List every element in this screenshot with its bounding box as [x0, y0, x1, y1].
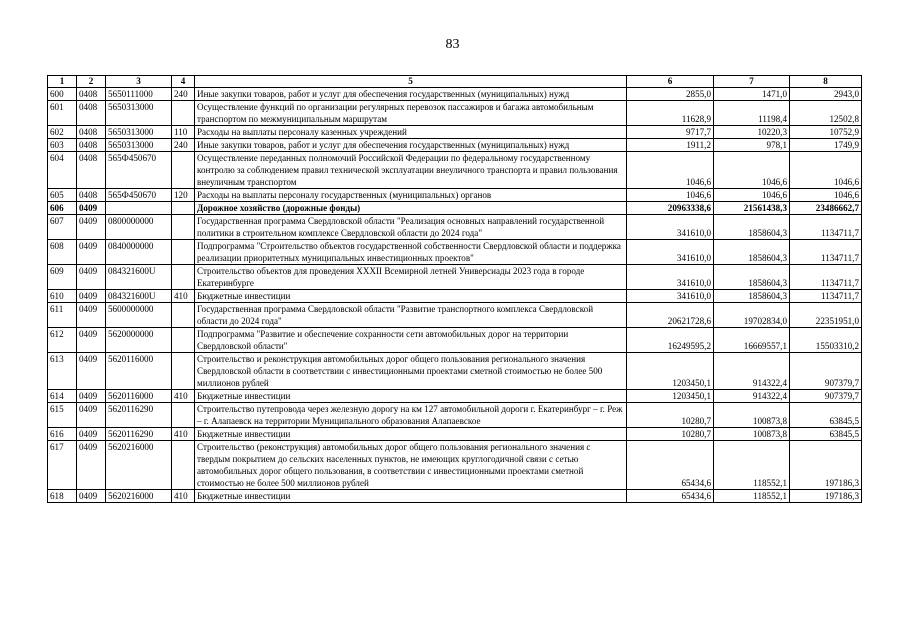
expense-type-cell: [172, 101, 195, 126]
amount-year1-cell: 20963338,6: [627, 202, 714, 215]
amount-year3-cell: 1134711,7: [790, 265, 862, 290]
item-name-cell: Подпрограмма "Развитие и обеспечение сохранности сети автомобильных дорог на территории Свердловской области": [195, 328, 627, 353]
amount-year1-cell: 20621728,6: [627, 303, 714, 328]
item-name-cell: Иные закупки товаров, работ и услуг для обеспечения государственных (муниципальных) нужд: [195, 88, 627, 101]
table-row: [48, 202, 862, 215]
row-number-cell: 606: [48, 202, 77, 215]
section-code-cell: 0409: [77, 490, 106, 503]
amount-year2-cell: 1858604,3: [714, 290, 790, 303]
table-row: [48, 353, 862, 390]
target-article-cell: 5650313000: [106, 126, 172, 139]
amount-year1-cell: 65434,6: [627, 490, 714, 503]
column-header: 6: [627, 76, 714, 88]
expense-type-cell: [172, 202, 195, 215]
table-row: [48, 428, 862, 441]
target-article-cell: 5650111000: [106, 88, 172, 101]
table-row: [48, 490, 862, 503]
row-number-cell: 604: [48, 152, 77, 189]
amount-year1-cell: 341610,0: [627, 240, 714, 265]
target-article-cell: 5650313000: [106, 101, 172, 126]
amount-year3-cell: 63845,5: [790, 403, 862, 428]
expense-type-cell: 410: [172, 290, 195, 303]
table-row: [48, 403, 862, 428]
section-code-cell: 0408: [77, 88, 106, 101]
expense-type-cell: 240: [172, 139, 195, 152]
expense-type-cell: [172, 303, 195, 328]
amount-year1-cell: 1203450,1: [627, 353, 714, 390]
amount-year3-cell: 1749,9: [790, 139, 862, 152]
section-code-cell: 0409: [77, 390, 106, 403]
amount-year3-cell: 1134711,7: [790, 240, 862, 265]
expense-type-cell: 410: [172, 490, 195, 503]
section-code-cell: 0409: [77, 441, 106, 490]
amount-year1-cell: 65434,6: [627, 441, 714, 490]
section-code-cell: 0409: [77, 290, 106, 303]
amount-year3-cell: 197186,3: [790, 441, 862, 490]
target-article-cell: 5650313000: [106, 139, 172, 152]
expense-type-cell: [172, 152, 195, 189]
amount-year3-cell: 197186,3: [790, 490, 862, 503]
section-code-cell: 0409: [77, 403, 106, 428]
expense-type-cell: [172, 240, 195, 265]
amount-year3-cell: 22351951,0: [790, 303, 862, 328]
item-name-cell: Расходы на выплаты персоналу казенных учреждений: [195, 126, 627, 139]
column-header: 2: [77, 76, 106, 88]
header-row: [48, 76, 862, 88]
section-code-cell: 0409: [77, 240, 106, 265]
amount-year3-cell: 63845,5: [790, 428, 862, 441]
target-article-cell: 5620216000: [106, 441, 172, 490]
target-article-cell: 565Ф450670: [106, 152, 172, 189]
table-row: [48, 139, 862, 152]
amount-year2-cell: 19702834,0: [714, 303, 790, 328]
column-header: 4: [172, 76, 195, 88]
item-name-cell: Подпрограмма "Строительство объектов государственной собственности Свердловской области и поддержка реализации приоритетных муниципальных инвестиционных проектов": [195, 240, 627, 265]
item-name-cell: Иные закупки товаров, работ и услуг для обеспечения государственных (муниципальных) нужд: [195, 139, 627, 152]
section-code-cell: 0409: [77, 265, 106, 290]
expense-type-cell: [172, 215, 195, 240]
table-row: [48, 390, 862, 403]
budget-table: [47, 75, 862, 503]
item-name-cell: Строительство (реконструкция) автомобильных дорог общего пользования регионального значения с твердым покрытием до сельских населенных пунктов, не имеющих круглогодичной связи с сетью автомобильных дорог общего пользования, в соответствии с инвестиционными проектами сметной стоимостью не более 500 миллионов рублей: [195, 441, 627, 490]
target-article-cell: 5620116000: [106, 390, 172, 403]
expense-type-cell: [172, 328, 195, 353]
item-name-cell: Строительство и реконструкция автомобильных дорог общего пользования регионального значения Свердловской области в соответствии с инвестиционными проектами сметной стоимостью не более 500 миллионов рублей: [195, 353, 627, 390]
amount-year2-cell: 10220,3: [714, 126, 790, 139]
amount-year1-cell: 16249595,2: [627, 328, 714, 353]
amount-year3-cell: 907379,7: [790, 390, 862, 403]
amount-year1-cell: 341610,0: [627, 215, 714, 240]
amount-year3-cell: 907379,7: [790, 353, 862, 390]
amount-year2-cell: 16669557,1: [714, 328, 790, 353]
expense-type-cell: 410: [172, 390, 195, 403]
amount-year3-cell: 2943,0: [790, 88, 862, 101]
amount-year1-cell: 11628,9: [627, 101, 714, 126]
amount-year3-cell: 1046,6: [790, 189, 862, 202]
amount-year1-cell: 2855,0: [627, 88, 714, 101]
target-article-cell: 084321600U: [106, 265, 172, 290]
row-number-cell: 618: [48, 490, 77, 503]
section-code-cell: 0408: [77, 101, 106, 126]
row-number-cell: 616: [48, 428, 77, 441]
amount-year1-cell: 10280,7: [627, 428, 714, 441]
row-number-cell: 609: [48, 265, 77, 290]
amount-year2-cell: 1046,6: [714, 189, 790, 202]
column-header: 7: [714, 76, 790, 88]
amount-year1-cell: 1911,2: [627, 139, 714, 152]
amount-year2-cell: 978,1: [714, 139, 790, 152]
target-article-cell: 084321600U: [106, 290, 172, 303]
amount-year3-cell: 15503310,2: [790, 328, 862, 353]
amount-year1-cell: 10280,7: [627, 403, 714, 428]
expense-type-cell: 110: [172, 126, 195, 139]
amount-year1-cell: 1203450,1: [627, 390, 714, 403]
amount-year2-cell: 100873,8: [714, 428, 790, 441]
item-name-cell: Государственная программа Свердловской области "Развитие транспортного комплекса Свердловской области до 2024 года": [195, 303, 627, 328]
amount-year3-cell: 23486662,7: [790, 202, 862, 215]
item-name-cell: Осуществление функций по организации регулярных перевозок пассажиров и багажа автомобильным транспортом по межмуниципальным маршрутам: [195, 101, 627, 126]
section-code-cell: 0409: [77, 353, 106, 390]
amount-year1-cell: 341610,0: [627, 265, 714, 290]
amount-year1-cell: 9717,7: [627, 126, 714, 139]
amount-year2-cell: 118552,1: [714, 441, 790, 490]
item-name-cell: Бюджетные инвестиции: [195, 390, 627, 403]
row-number-cell: 602: [48, 126, 77, 139]
target-article-cell: 5620216000: [106, 490, 172, 503]
amount-year2-cell: 1471,0: [714, 88, 790, 101]
column-header: 1: [48, 76, 77, 88]
row-number-cell: 605: [48, 189, 77, 202]
item-name-cell: Осуществление переданных полномочий Российской Федерации по федеральному государственному контролю за соблюдением правил технической эксплуатации внеуличного транспорта и правил пользования внеуличным транспортом: [195, 152, 627, 189]
item-name-cell: Расходы на выплаты персоналу государственных (муниципальных) органов: [195, 189, 627, 202]
amount-year3-cell: 1134711,7: [790, 290, 862, 303]
target-article-cell: 0840000000: [106, 240, 172, 265]
column-header: 3: [106, 76, 172, 88]
table-row: [48, 152, 862, 189]
target-article-cell: 5620000000: [106, 328, 172, 353]
target-article-cell: 565Ф450670: [106, 189, 172, 202]
table-row: [48, 240, 862, 265]
section-code-cell: 0409: [77, 428, 106, 441]
table-row: [48, 88, 862, 101]
amount-year2-cell: 11198,4: [714, 101, 790, 126]
target-article-cell: 5620116000: [106, 353, 172, 390]
table-row: [48, 265, 862, 290]
table-row: [48, 303, 862, 328]
row-number-cell: 601: [48, 101, 77, 126]
section-code-cell: 0408: [77, 189, 106, 202]
row-number-cell: 608: [48, 240, 77, 265]
expense-type-cell: 410: [172, 428, 195, 441]
table-row: [48, 441, 862, 490]
expense-type-cell: 240: [172, 88, 195, 101]
row-number-cell: 613: [48, 353, 77, 390]
table-row: [48, 189, 862, 202]
target-article-cell: 5620116290: [106, 403, 172, 428]
item-name-cell: Строительство путепровода через железную дорогу на км 127 автомобильной дороги г. Екатеринбург – г. Реж – г. Алапаевск на территории Муниципального образования Алапаевское: [195, 403, 627, 428]
amount-year3-cell: 10752,9: [790, 126, 862, 139]
row-number-cell: 612: [48, 328, 77, 353]
row-number-cell: 610: [48, 290, 77, 303]
section-code-cell: 0408: [77, 139, 106, 152]
amount-year2-cell: 21561438,3: [714, 202, 790, 215]
target-article-cell: [106, 202, 172, 215]
row-number-cell: 614: [48, 390, 77, 403]
item-name-cell: Бюджетные инвестиции: [195, 490, 627, 503]
item-name-cell: Бюджетные инвестиции: [195, 290, 627, 303]
expense-type-cell: 120: [172, 189, 195, 202]
section-code-cell: 0408: [77, 152, 106, 189]
table-row: [48, 126, 862, 139]
amount-year2-cell: 100873,8: [714, 403, 790, 428]
column-header: 8: [790, 76, 862, 88]
amount-year2-cell: 1858604,3: [714, 240, 790, 265]
item-name-cell: Бюджетные инвестиции: [195, 428, 627, 441]
target-article-cell: 5600000000: [106, 303, 172, 328]
amount-year2-cell: 1858604,3: [714, 265, 790, 290]
section-code-cell: 0409: [77, 202, 106, 215]
item-name-cell: Строительство объектов для проведения XXXII Всемирной летней Универсиады 2023 года в городе Екатеринбурге: [195, 265, 627, 290]
amount-year2-cell: 914322,4: [714, 353, 790, 390]
row-number-cell: 600: [48, 88, 77, 101]
expense-type-cell: [172, 403, 195, 428]
table-row: [48, 328, 862, 353]
column-header: 5: [195, 76, 627, 88]
amount-year3-cell: 1134711,7: [790, 215, 862, 240]
item-name-cell: Дорожное хозяйство (дорожные фонды): [195, 202, 627, 215]
page-number: 83: [445, 37, 460, 52]
section-code-cell: 0409: [77, 303, 106, 328]
row-number-cell: 615: [48, 403, 77, 428]
amount-year2-cell: 914322,4: [714, 390, 790, 403]
amount-year3-cell: 1046,6: [790, 152, 862, 189]
row-number-cell: 617: [48, 441, 77, 490]
amount-year2-cell: 118552,1: [714, 490, 790, 503]
amount-year2-cell: 1046,6: [714, 152, 790, 189]
row-number-cell: 611: [48, 303, 77, 328]
section-code-cell: 0408: [77, 126, 106, 139]
amount-year1-cell: 1046,6: [627, 152, 714, 189]
amount-year3-cell: 12502,8: [790, 101, 862, 126]
row-number-cell: 607: [48, 215, 77, 240]
section-code-cell: 0409: [77, 215, 106, 240]
expense-type-cell: [172, 353, 195, 390]
table-row: [48, 101, 862, 126]
target-article-cell: 5620116290: [106, 428, 172, 441]
expense-type-cell: [172, 441, 195, 490]
table-row: [48, 290, 862, 303]
amount-year2-cell: 1858604,3: [714, 215, 790, 240]
target-article-cell: 0800000000: [106, 215, 172, 240]
item-name-cell: Государственная программа Свердловской области "Реализация основных направлений государственной политики в строительном комплексе Свердловской области до 2024 года": [195, 215, 627, 240]
amount-year1-cell: 341610,0: [627, 290, 714, 303]
section-code-cell: 0409: [77, 328, 106, 353]
row-number-cell: 603: [48, 139, 77, 152]
amount-year1-cell: 1046,6: [627, 189, 714, 202]
expense-type-cell: [172, 265, 195, 290]
table-row: [48, 215, 862, 240]
